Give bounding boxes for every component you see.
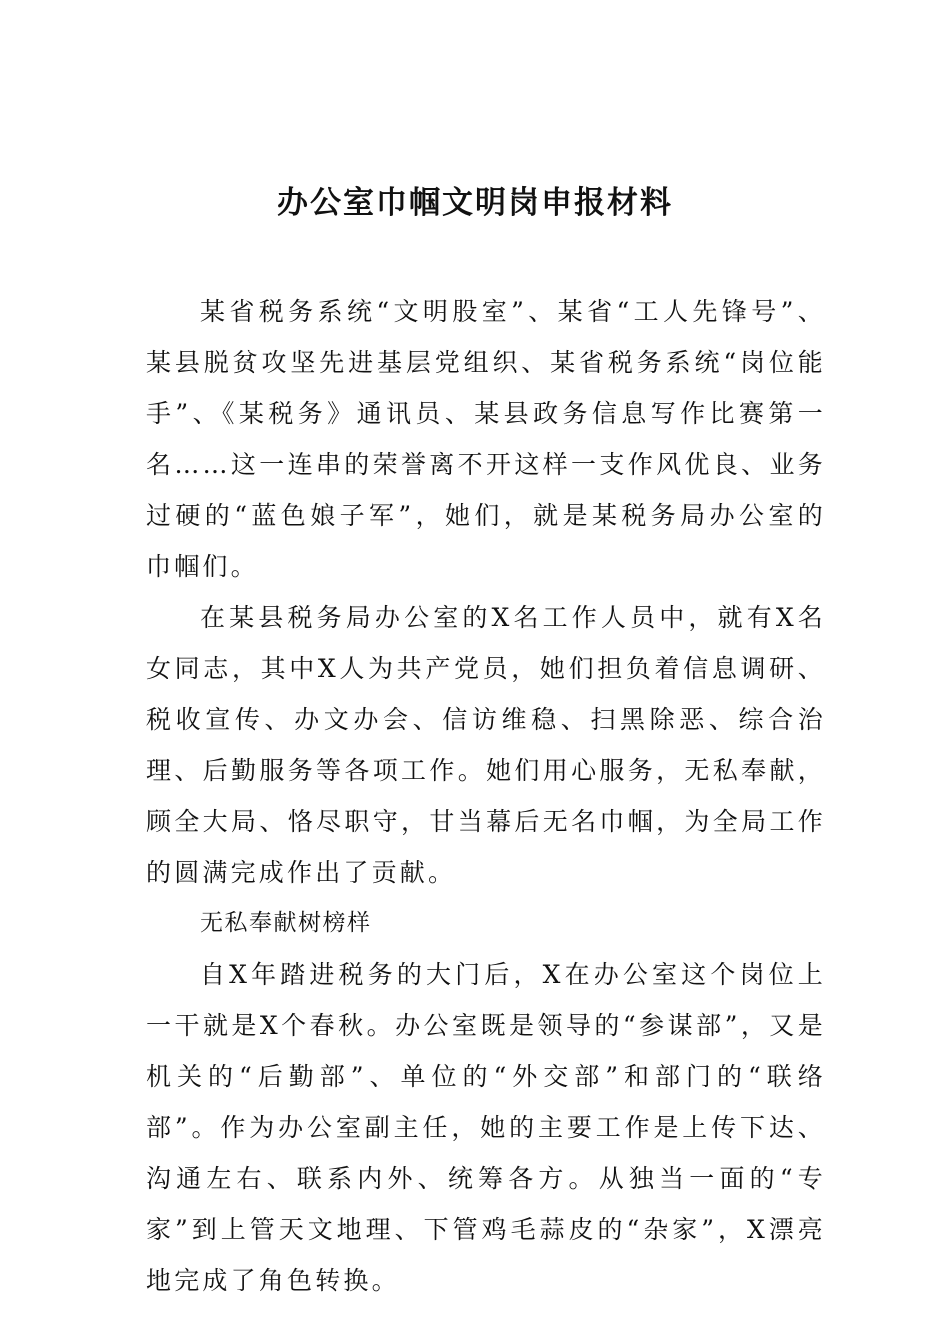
paragraph-staff: 在某县税务局办公室的X名工作人员中，就有X名女同志，其中X人为共产党员，她们担负着信息调研、税收宣传、办文办会、信访维稳、扫黑除恶、综合治理、后勤服务等各项工作。她们用心服务，无私奉献，顾全大局、恪尽职守，甘当幕后无名巾帼，为全局工作的圆满完成作出了贡献。 [146, 603, 826, 887]
paragraph-honors: 某省税务系统“文明股室”、某省“工人先锋号”、某县脱贫攻坚先进基层党组织、某省税务系统“岗位能手”、《某税务》通讯员、某县政务信息写作比赛第一名……这一连串的荣誉离不开这样一支作风优良、业务过硬的“蓝色娘子军”，她们，就是某税务局办公室的巾帼们。 [146, 297, 826, 581]
document-title: 办公室巾帼文明岗申报材料 [277, 184, 673, 221]
paragraph-role: 自X年踏进税务的大门后，X在办公室这个岗位上一干就是X个春秋。办公室既是领导的“参谋部”，又是机关的“后勤部”、单位的“外交部”和部门的“联络部”。作为办公室副主任，她的主要工作是上传下达、沟通左右、联系内外、统筹各方。从独当一面的“专家”到上管天文地理、下管鸡毛蒜皮的“杂家”，X漂亮地完成了角色转换。 [146, 960, 826, 1295]
section-heading: 无私奉献树榜样 [200, 910, 372, 936]
document-body [146, 286, 826, 1306]
